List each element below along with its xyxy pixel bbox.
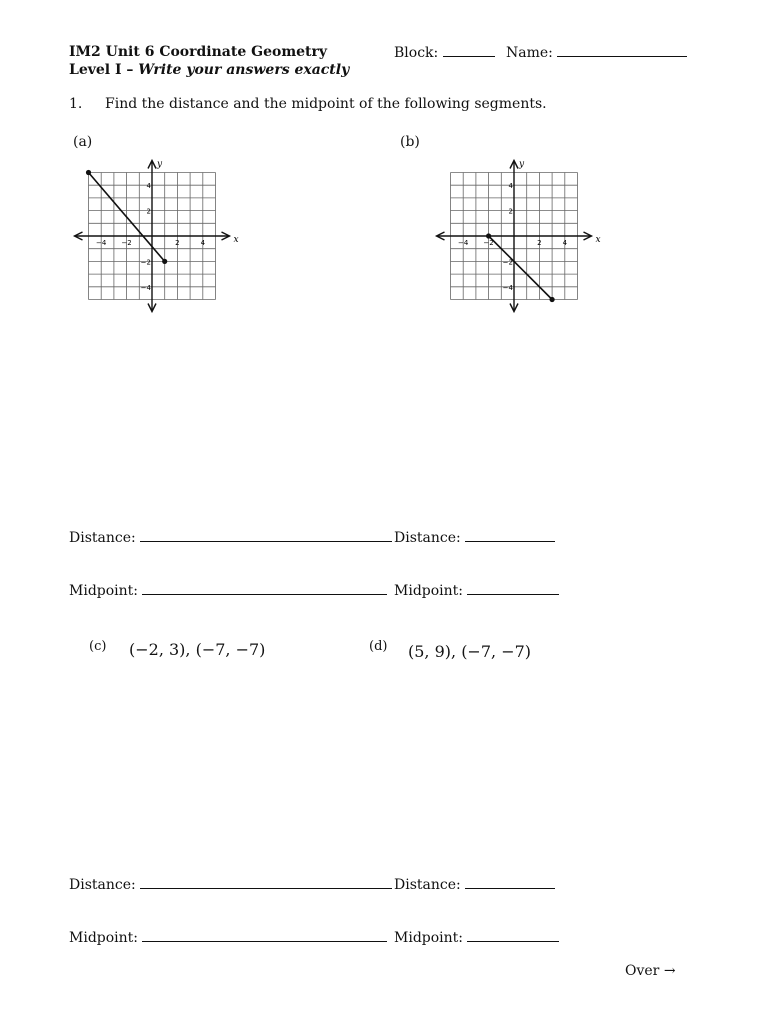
- midpoint-c-label: Midpoint:: [69, 930, 139, 946]
- endpoint-a-end: [162, 259, 167, 264]
- x-tick-label: −2: [483, 239, 494, 247]
- endpoint-b-end: [550, 297, 555, 302]
- midpoint-b: [394, 582, 559, 599]
- distance-c: [69, 876, 392, 893]
- name-blank[interactable]: [557, 44, 687, 57]
- worksheet-title: IM2 Unit 6 Coordinate Geometry: [69, 44, 328, 60]
- part-d-label: (d): [369, 639, 388, 654]
- segment-b: [489, 236, 552, 300]
- worksheet-level: [69, 62, 349, 78]
- y-axis-label: y: [519, 159, 525, 170]
- x-tick-label: −2: [121, 239, 132, 247]
- y-tick-label: −4: [502, 283, 513, 292]
- level-instruction: Write your answers exactly: [138, 62, 350, 78]
- distance-b: [394, 529, 555, 546]
- distance-b-label: Distance:: [394, 530, 461, 546]
- midpoint-b-label: Midpoint:: [394, 583, 464, 599]
- y-tick-label: 4: [508, 182, 513, 191]
- graph-b: [424, 156, 604, 318]
- distance-a: [69, 529, 392, 546]
- part-a-label: (a): [73, 134, 93, 150]
- x-tick-label: −4: [458, 239, 469, 247]
- distance-d-blank[interactable]: [465, 876, 555, 889]
- graph-a: [62, 156, 242, 318]
- y-tick-label: 2: [508, 207, 513, 216]
- y-tick-label: 2: [146, 207, 151, 216]
- x-axis-label: x: [595, 235, 601, 245]
- x-tick-label: −4: [96, 239, 107, 247]
- midpoint-d: [394, 929, 559, 946]
- midpoint-c-blank[interactable]: [142, 929, 387, 942]
- block-label: Block:: [394, 45, 439, 61]
- midpoint-a-blank[interactable]: [142, 582, 387, 595]
- midpoint-b-blank[interactable]: [467, 582, 559, 595]
- midpoint-a: [69, 582, 387, 599]
- name-label: Name:: [506, 45, 553, 61]
- midpoint-a-label: Midpoint:: [69, 583, 139, 599]
- part-d-points: (5, 9), (−7, −7): [408, 642, 532, 661]
- part-c-points: (−2, 3), (−7, −7): [129, 640, 266, 659]
- x-axis-label: x: [233, 235, 239, 245]
- distance-d: [394, 876, 555, 893]
- midpoint-c: [69, 929, 387, 946]
- distance-a-blank[interactable]: [140, 529, 392, 542]
- block-field: [394, 44, 495, 61]
- x-tick-label: 4: [200, 239, 206, 247]
- distance-c-blank[interactable]: [140, 876, 392, 889]
- y-tick-label: 4: [146, 182, 151, 191]
- midpoint-d-label: Midpoint:: [394, 930, 464, 946]
- y-axis-label: y: [157, 159, 163, 170]
- name-field: [506, 44, 687, 61]
- x-tick-label: 2: [175, 239, 180, 247]
- distance-c-label: Distance:: [69, 877, 136, 893]
- distance-d-label: Distance:: [394, 877, 461, 893]
- y-tick-label: −4: [140, 283, 151, 292]
- question-number: 1.: [69, 96, 83, 112]
- part-b-label: (b): [400, 134, 420, 150]
- y-tick-label: −2: [502, 258, 513, 267]
- block-blank[interactable]: [443, 44, 495, 57]
- midpoint-d-blank[interactable]: [467, 929, 559, 942]
- over-indicator: Over →: [625, 963, 676, 979]
- level-prefix: Level I –: [69, 62, 139, 78]
- y-tick-label: −2: [140, 258, 151, 267]
- part-c-label: (c): [89, 639, 107, 654]
- question-text: Find the distance and the midpoint of the following segments.: [105, 96, 547, 112]
- x-tick-label: 4: [562, 239, 568, 247]
- distance-b-blank[interactable]: [465, 529, 555, 542]
- endpoint-a-start: [86, 170, 91, 175]
- distance-a-label: Distance:: [69, 530, 136, 546]
- x-tick-label: 2: [537, 239, 542, 247]
- endpoint-b-start: [486, 233, 491, 238]
